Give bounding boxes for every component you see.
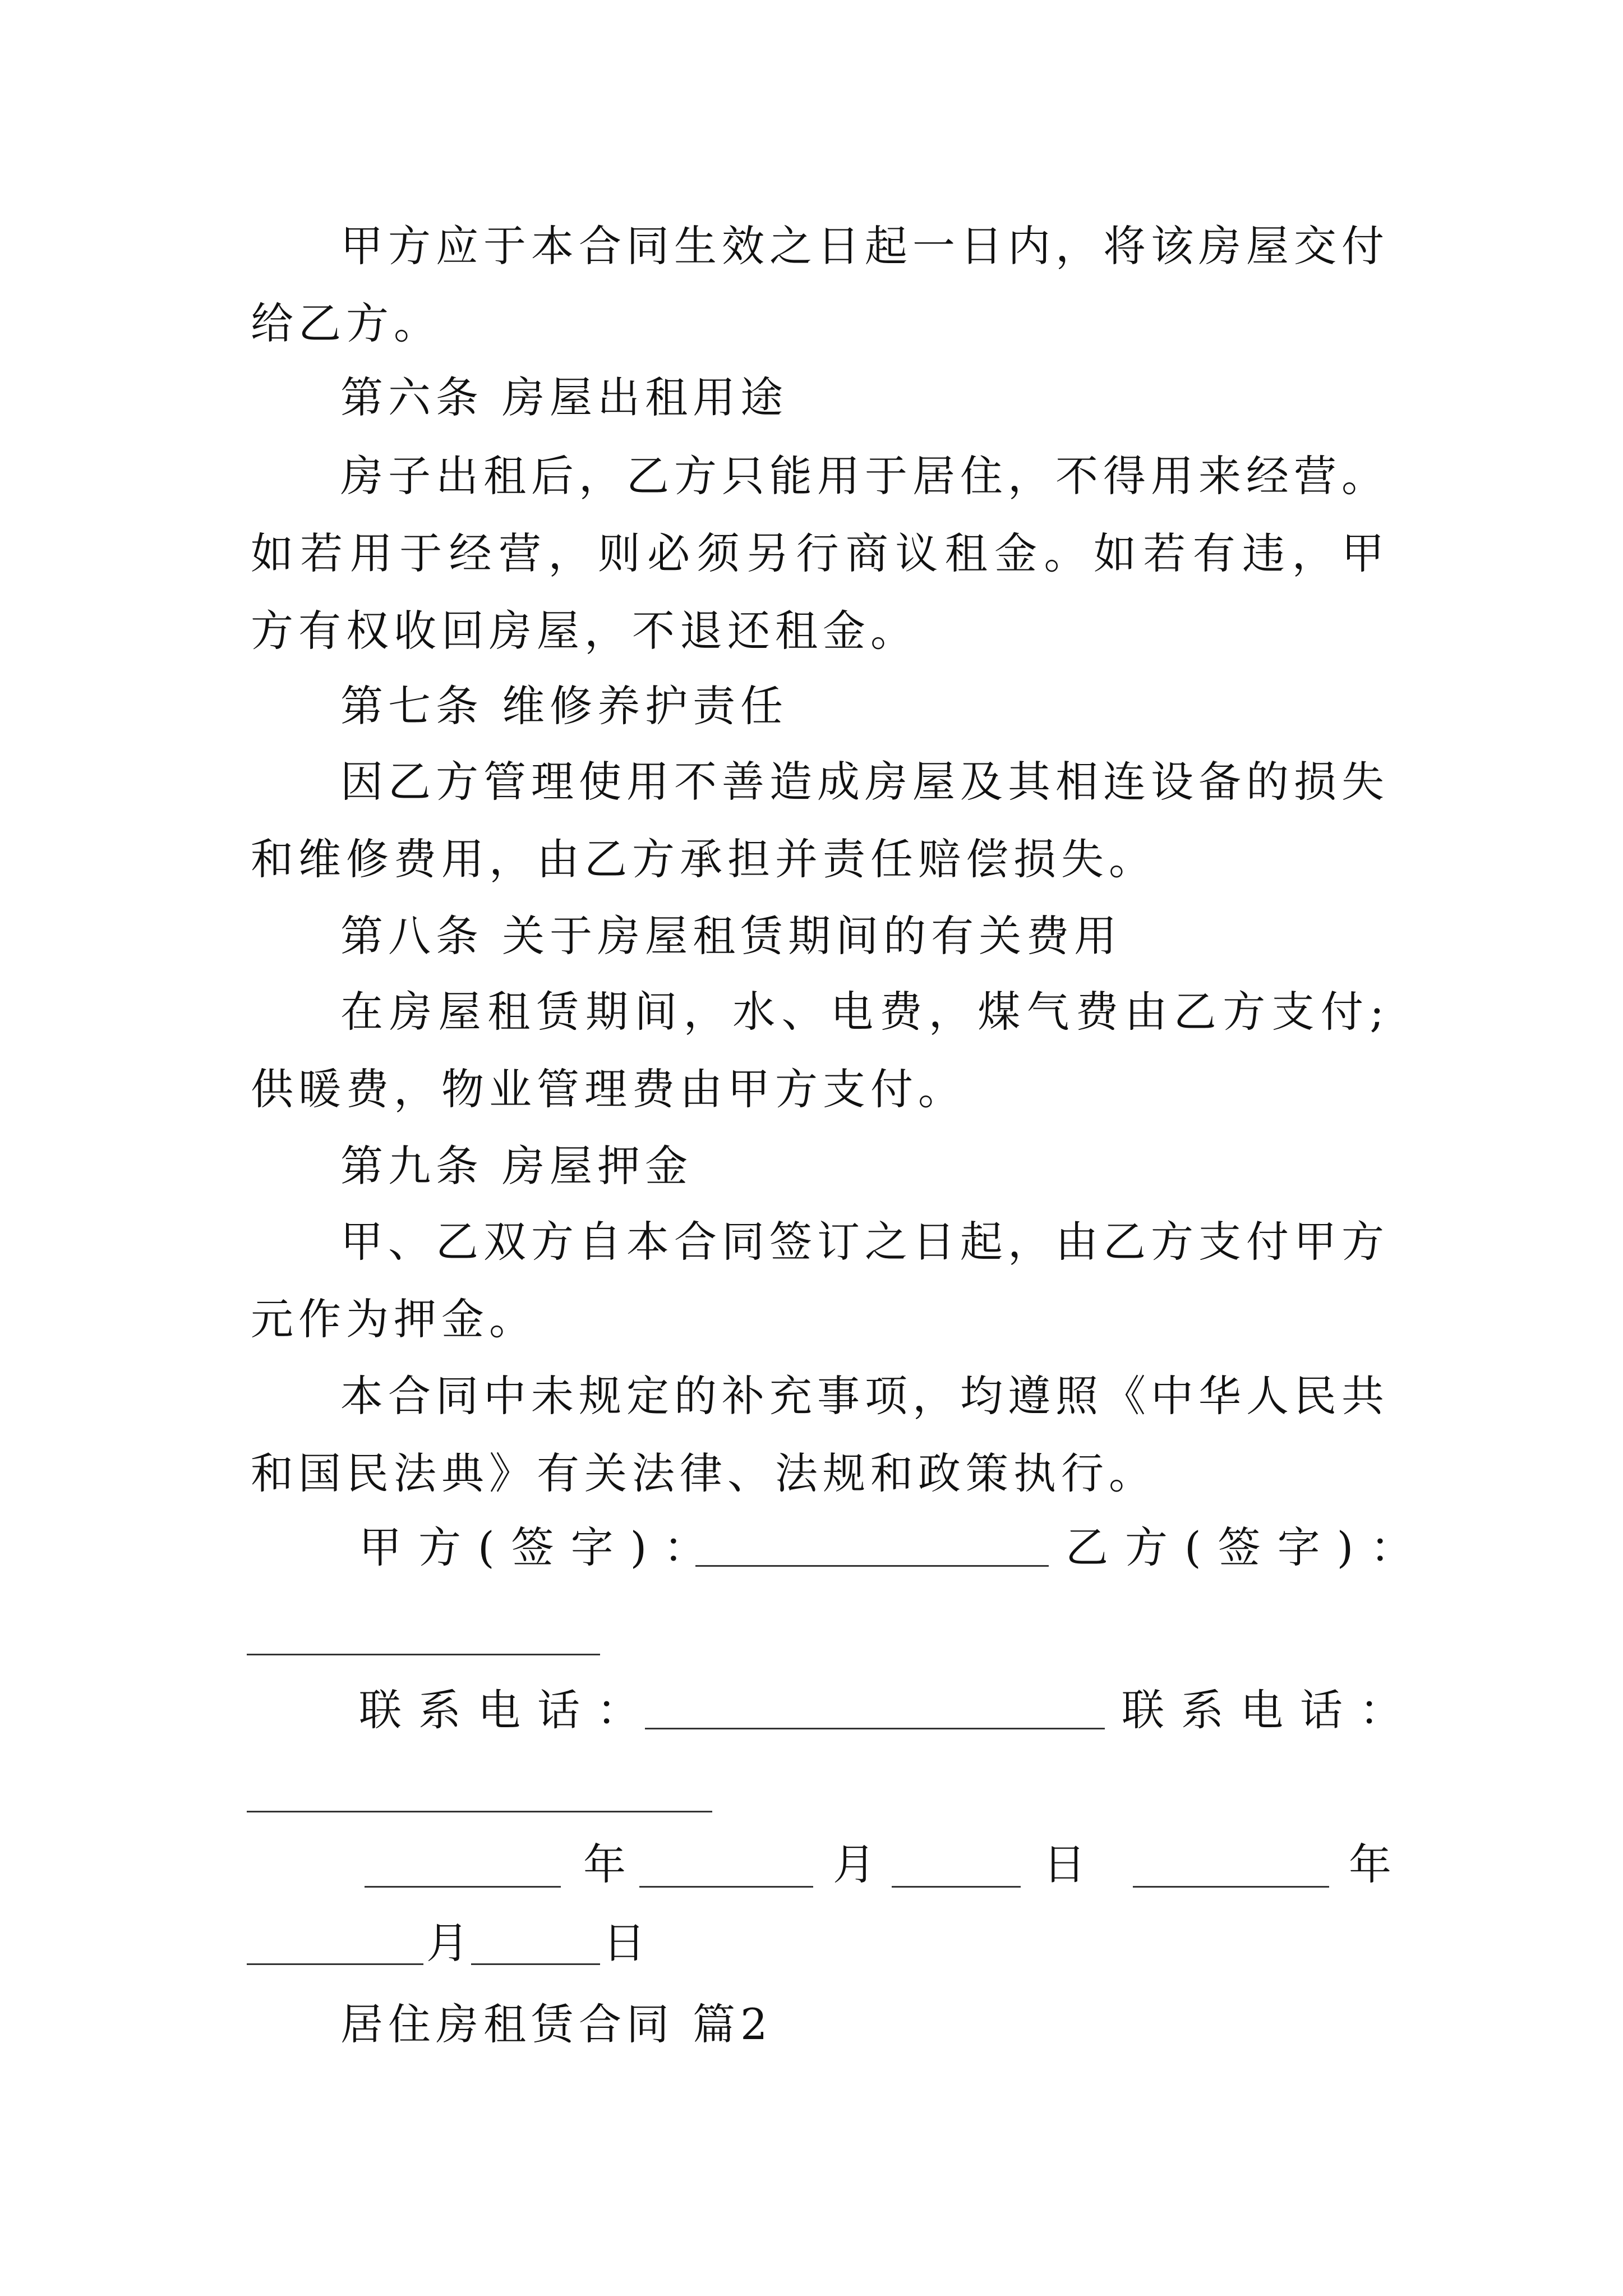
party-a-year-label: 年 [583,1839,626,1889]
party-b-phone-label: 联系电话： [1122,1685,1419,1735]
party-a-phone-blank[interactable] [645,1728,1105,1729]
next-section-title: 居住房租赁合同 篇2 [340,1999,773,2049]
party-b-month-blank[interactable] [247,1963,423,1965]
party-b-year-blank[interactable] [1133,1886,1329,1888]
party-b-day-label: 日 [603,1918,645,1968]
paragraph-maintenance: 因乙方管理使用不善造成房屋及其相连设备的损失和维修费用，由乙方承担并责任赔偿损失。 [251,757,1389,884]
party-a-phone-label: 联系电话： [359,1685,656,1735]
paragraph-usage: 房子出租后，乙方只能用于居住，不得用来经营。如若用于经营，则必须另行商议租金。如若有违，甲方有权收回房屋，不退还租金。 [251,451,1389,656]
article-7-heading: 第七条 维修养护责任 [340,681,789,731]
party-b-year-label: 年 [1349,1839,1391,1889]
party-b-day-blank[interactable] [471,1963,600,1965]
paragraph-supplementary: 本合同中未规定的补充事项，均遵照《中华人民共和国民法典》有关法律、法规和政策执行。 [251,1371,1389,1498]
article-8-heading: 第八条 关于房屋租赁期间的有关费用 [340,911,1122,961]
party-a-day-blank[interactable] [892,1886,1021,1888]
paragraph-fees: 在房屋租赁期间，水、电费，煤气费由乙方支付;供暖费，物业管理费由甲方支付。 [251,987,1389,1114]
party-a-month-blank[interactable] [639,1886,813,1888]
paragraph-delivery: 甲方应于本合同生效之日起一日内，将该房屋交付给乙方。 [251,221,1389,348]
article-9-heading: 第九条 房屋押金 [340,1141,693,1191]
party-a-day-label: 日 [1043,1839,1086,1889]
paragraph-deposit: 甲、乙双方自本合同签订之日起，由乙方支付甲方 元作为押金。 [251,1217,1389,1344]
party-b-signature-label: 乙方(签字)： [1066,1522,1430,1572]
party-a-month-label: 月 [833,1839,875,1889]
party-b-signature-blank[interactable] [247,1654,600,1655]
party-b-phone-blank[interactable] [247,1811,712,1812]
party-a-signature-label: 甲方(签字)： [359,1522,723,1572]
party-b-month-label: 月 [426,1918,469,1968]
party-a-year-blank[interactable] [365,1886,561,1888]
article-6-heading: 第六条 房屋出租用途 [340,372,789,422]
party-a-signature-blank[interactable] [695,1565,1049,1567]
